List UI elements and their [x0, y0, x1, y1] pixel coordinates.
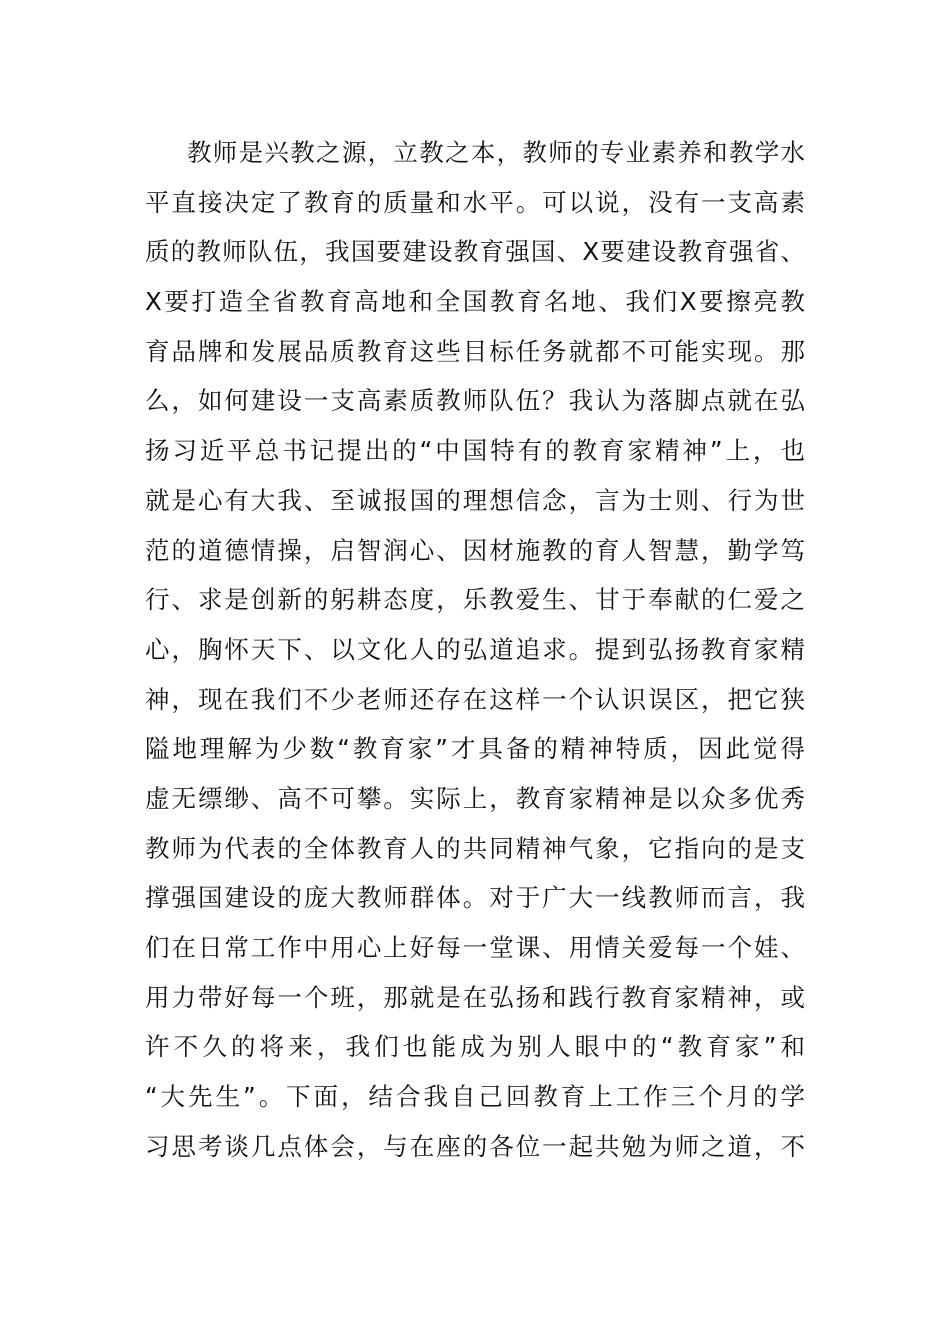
text-line-2: 平直接决定了教育的质量和水平。可以说，没有一支高素 [145, 187, 805, 217]
text-line-11: 心，胸怀天下、以文化人的弘道追求。提到弘扬教育家精 [145, 634, 805, 664]
text-line-18: 用力带好每一个班，那就是在弘扬和践行教育家精神，或 [145, 982, 805, 1012]
text-line-4: X要打造全省教育高地和全国教育名地、我们X要擦亮教 [145, 287, 805, 317]
text-line-20: “大先生”。下面，结合我自己回教育上工作三个月的学 [145, 1082, 805, 1112]
text-line-19: 许不久的将来，我们也能成为别人眼中的“教育家”和 [145, 1032, 805, 1062]
text-line-3: 质的教师队伍，我国要建设教育强国、X要建设教育强省、 [145, 237, 805, 267]
body-paragraph [145, 128, 805, 1171]
text-line-13: 隘地理解为少数“教育家”才具备的精神特质，因此觉得 [145, 734, 805, 764]
text-line-10: 行、求是创新的躬耕态度，乐教爱生、甘于奉献的仁爱之 [145, 585, 805, 615]
text-line-17: 们在日常工作中用心上好每一堂课、用情关爱每一个娃、 [145, 933, 805, 962]
text-line-14: 虚无缥缈、高不可攀。实际上，教育家精神是以众多优秀 [145, 783, 805, 813]
text-line-5: 育品牌和发展品质教育这些目标任务就都不可能实现。那 [145, 336, 805, 366]
text-line-15: 教师为代表的全体教育人的共同精神气象，它指向的是支 [145, 833, 805, 863]
text-line-1: 教师是兴教之源，立教之本，教师的专业素养和教学水 [187, 138, 805, 167]
text-line-16: 撑强国建设的庞大教师群体。对于广大一线教师而言，我 [145, 883, 805, 913]
text-line-9: 范的道德情操，启智润心、因材施教的育人智慧，勤学笃 [145, 535, 805, 565]
text-line-6: 么，如何建设一支高素质教师队伍？我认为落脚点就在弘 [145, 386, 805, 416]
text-line-8: 就是心有大我、至诚报国的理想信念，言为士则、行为世 [145, 485, 805, 515]
text-line-12: 神，现在我们不少老师还存在这样一个认识误区，把它狭 [145, 684, 805, 714]
text-line-7: 扬习近平总书记提出的“中国特有的教育家精神”上，也 [145, 436, 805, 466]
text-line-21: 习思考谈几点体会，与在座的各位一起共勉为师之道，不 [145, 1131, 805, 1161]
